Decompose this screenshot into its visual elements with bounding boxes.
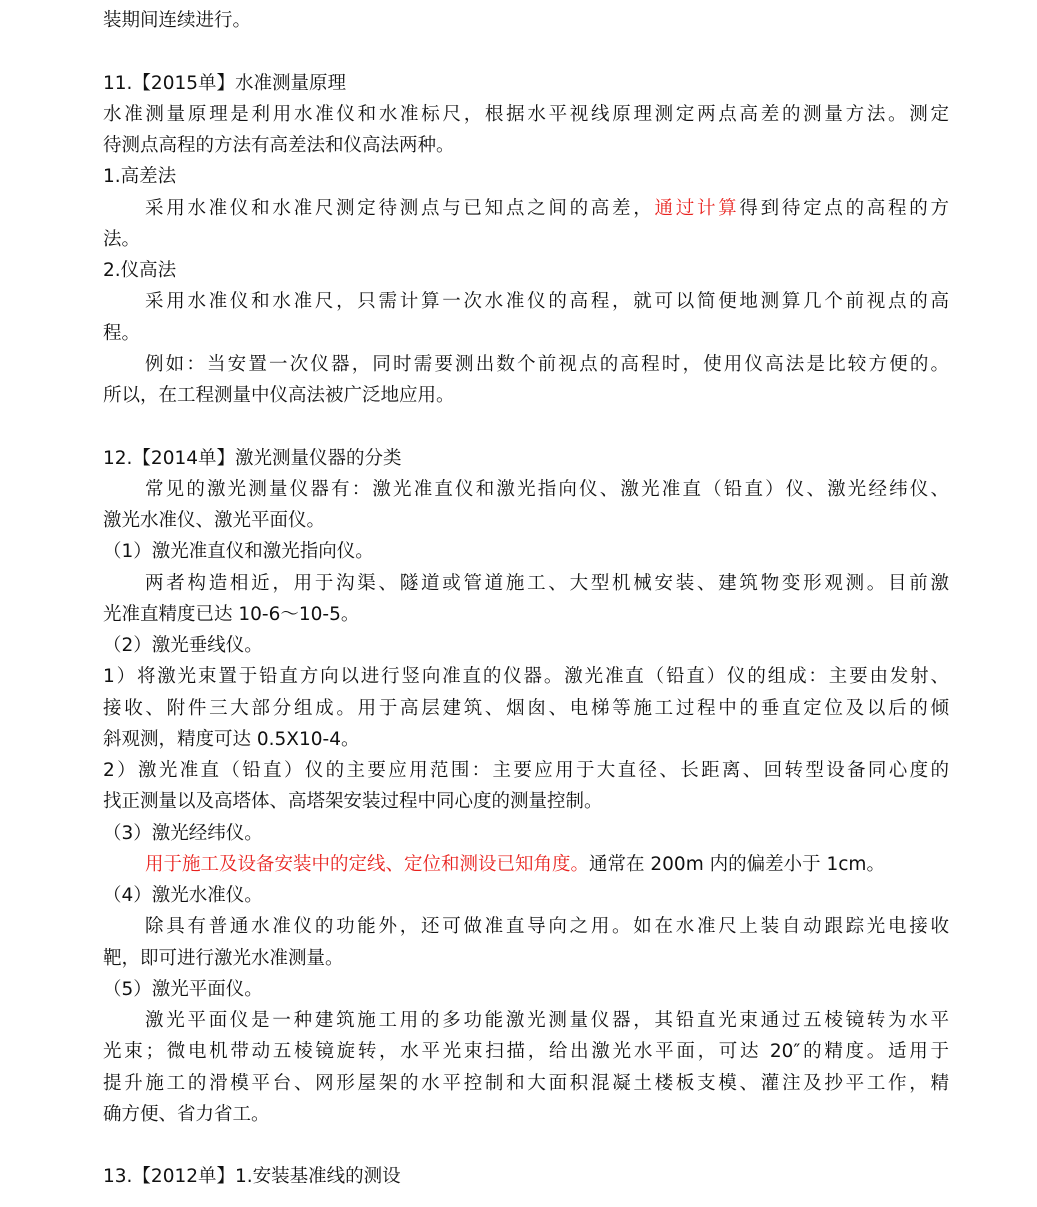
text-line	[103, 693, 949, 724]
text-segment: （2）激光垂线仪。	[103, 635, 263, 656]
text-line	[103, 943, 949, 974]
text-segment: 靶，即可进行激光水准测量。	[103, 947, 344, 969]
text-segment: 光束；微电机带动五棱镜旋转，水平光束扫描，给出激光水平面，可达 20″的精度。适用于	[103, 1041, 949, 1063]
text-segment: 得到待定点的高程的方	[739, 197, 949, 219]
highlighted-text: 用于施工及设备安装中的定线、定位和测设已知角度。	[145, 853, 590, 875]
text-segment: 光准直精度已达 10-6～10-5。	[103, 603, 360, 625]
text-line	[103, 661, 949, 692]
text-segment: （1）激光准直仪和激光指向仪。	[103, 541, 374, 563]
text-segment: 采用水准仪和水准尺，只需计算一次水准仪的高程，就可以简便地测算几个前视点的高	[145, 291, 949, 313]
text-segment: 接收、附件三大部分组成。用于高层建筑、烟囱、电梯等施工过程中的垂直定位及以后的倾	[103, 697, 949, 719]
text-segment: （5）激光平面仪。	[103, 978, 263, 1000]
text-line	[103, 318, 949, 349]
text-line	[103, 161, 949, 192]
text-line	[103, 224, 949, 255]
text-segment: 激光水准仪、激光平面仪。	[103, 510, 326, 531]
text-line	[103, 193, 949, 224]
text-segment: 1.高差法	[103, 166, 177, 188]
text-line	[103, 536, 949, 567]
text-segment: 2）激光准直（铅直）仪的主要应用范围：主要应用于大直径、长距离、回转型设备同心度的	[103, 760, 949, 781]
text-line	[103, 1036, 949, 1067]
section-heading	[103, 443, 949, 474]
text-segment: （3）激光经纬仪。	[103, 822, 263, 844]
text-segment: 两者构造相近，用于沟渠、隧道或管道施工、大型机械安装、建筑物变形观测。目前激	[145, 572, 949, 594]
text-line	[103, 568, 949, 599]
text-segment: 例如：当安置一次仪器，同时需要测出数个前视点的高程时，使用仪高法是比较方便的。	[145, 353, 949, 375]
text-segment: 法。	[103, 228, 141, 250]
text-segment: 激光平面仪是一种建筑施工用的多功能激光测量仪器，其铅直光束通过五棱镜转为水平	[145, 1010, 949, 1031]
text-line	[103, 630, 949, 661]
text-line	[103, 255, 949, 286]
text-segment: 提升施工的滑模平台、网形屋架的水平控制和大面积混凝土楼板支模、灌注及抄平工作，精	[103, 1072, 949, 1094]
text-segment: 找正测量以及高塔体、高塔架安装过程中同心度的测量控制。	[103, 791, 603, 813]
text-segment: 13.【2012单】1.安装基准线的测设	[103, 1166, 401, 1188]
text-segment: 所以，在工程测量中仪高法被广泛地应用。	[103, 385, 455, 406]
text-segment: 12.【2014单】激光测量仪器的分类	[103, 447, 402, 469]
text-line	[103, 849, 949, 880]
text-segment: 装期间连续进行。	[103, 10, 252, 31]
text-segment: 2.仪高法	[103, 260, 177, 281]
text-segment: 常见的激光测量仪器有：激光准直仪和激光指向仪、激光准直（铅直）仪、激光经纬仪、	[145, 478, 949, 500]
section-heading	[103, 68, 949, 99]
text-segment: 确方便、省力省工。	[103, 1103, 270, 1125]
text-line	[103, 130, 949, 161]
text-line	[103, 1099, 949, 1130]
text-segment: 待测点高程的方法有高差法和仪高法两种。	[103, 135, 455, 156]
text-line	[103, 818, 949, 849]
text-segment: 程。	[103, 322, 141, 344]
text-line	[103, 5, 949, 36]
text-segment: 水准测量原理是利用水准仪和水准标尺，根据水平视线原理测定两点高差的测量方法。测定	[103, 103, 949, 125]
text-line	[103, 755, 949, 786]
text-segment: 斜观测，精度可达 0.5X10-4。	[103, 728, 360, 750]
text-line	[103, 1005, 949, 1036]
text-line	[103, 786, 949, 817]
text-line	[103, 911, 949, 942]
text-segment: 1）将激光束置于铅直方向以进行竖向准直的仪器。激光准直（铅直）仪的组成：主要由发射、	[103, 666, 949, 688]
text-segment: （4）激光水准仪。	[103, 885, 263, 906]
text-line	[103, 474, 949, 505]
text-line	[103, 880, 949, 911]
text-line	[103, 724, 949, 755]
text-segment: 通常在 200m 内的偏差小于 1cm。	[589, 853, 885, 875]
text-segment: 采用水准仪和水准尺测定待测点与已知点之间的高差，	[145, 197, 655, 219]
text-segment: 除具有普通水准仪的功能外，还可做准直导向之用。如在水准尺上装自动跟踪光电接收	[145, 916, 949, 938]
text-line	[103, 286, 949, 317]
highlighted-text: 通过计算	[654, 197, 740, 219]
text-line	[103, 974, 949, 1005]
text-line	[103, 99, 949, 130]
section-heading	[103, 1161, 949, 1192]
text-line	[103, 505, 949, 536]
text-segment: 11.【2015单】水准测量原理	[103, 72, 347, 94]
text-line	[103, 380, 949, 411]
text-line	[103, 349, 949, 380]
text-line	[103, 599, 949, 630]
text-line	[103, 1068, 949, 1099]
